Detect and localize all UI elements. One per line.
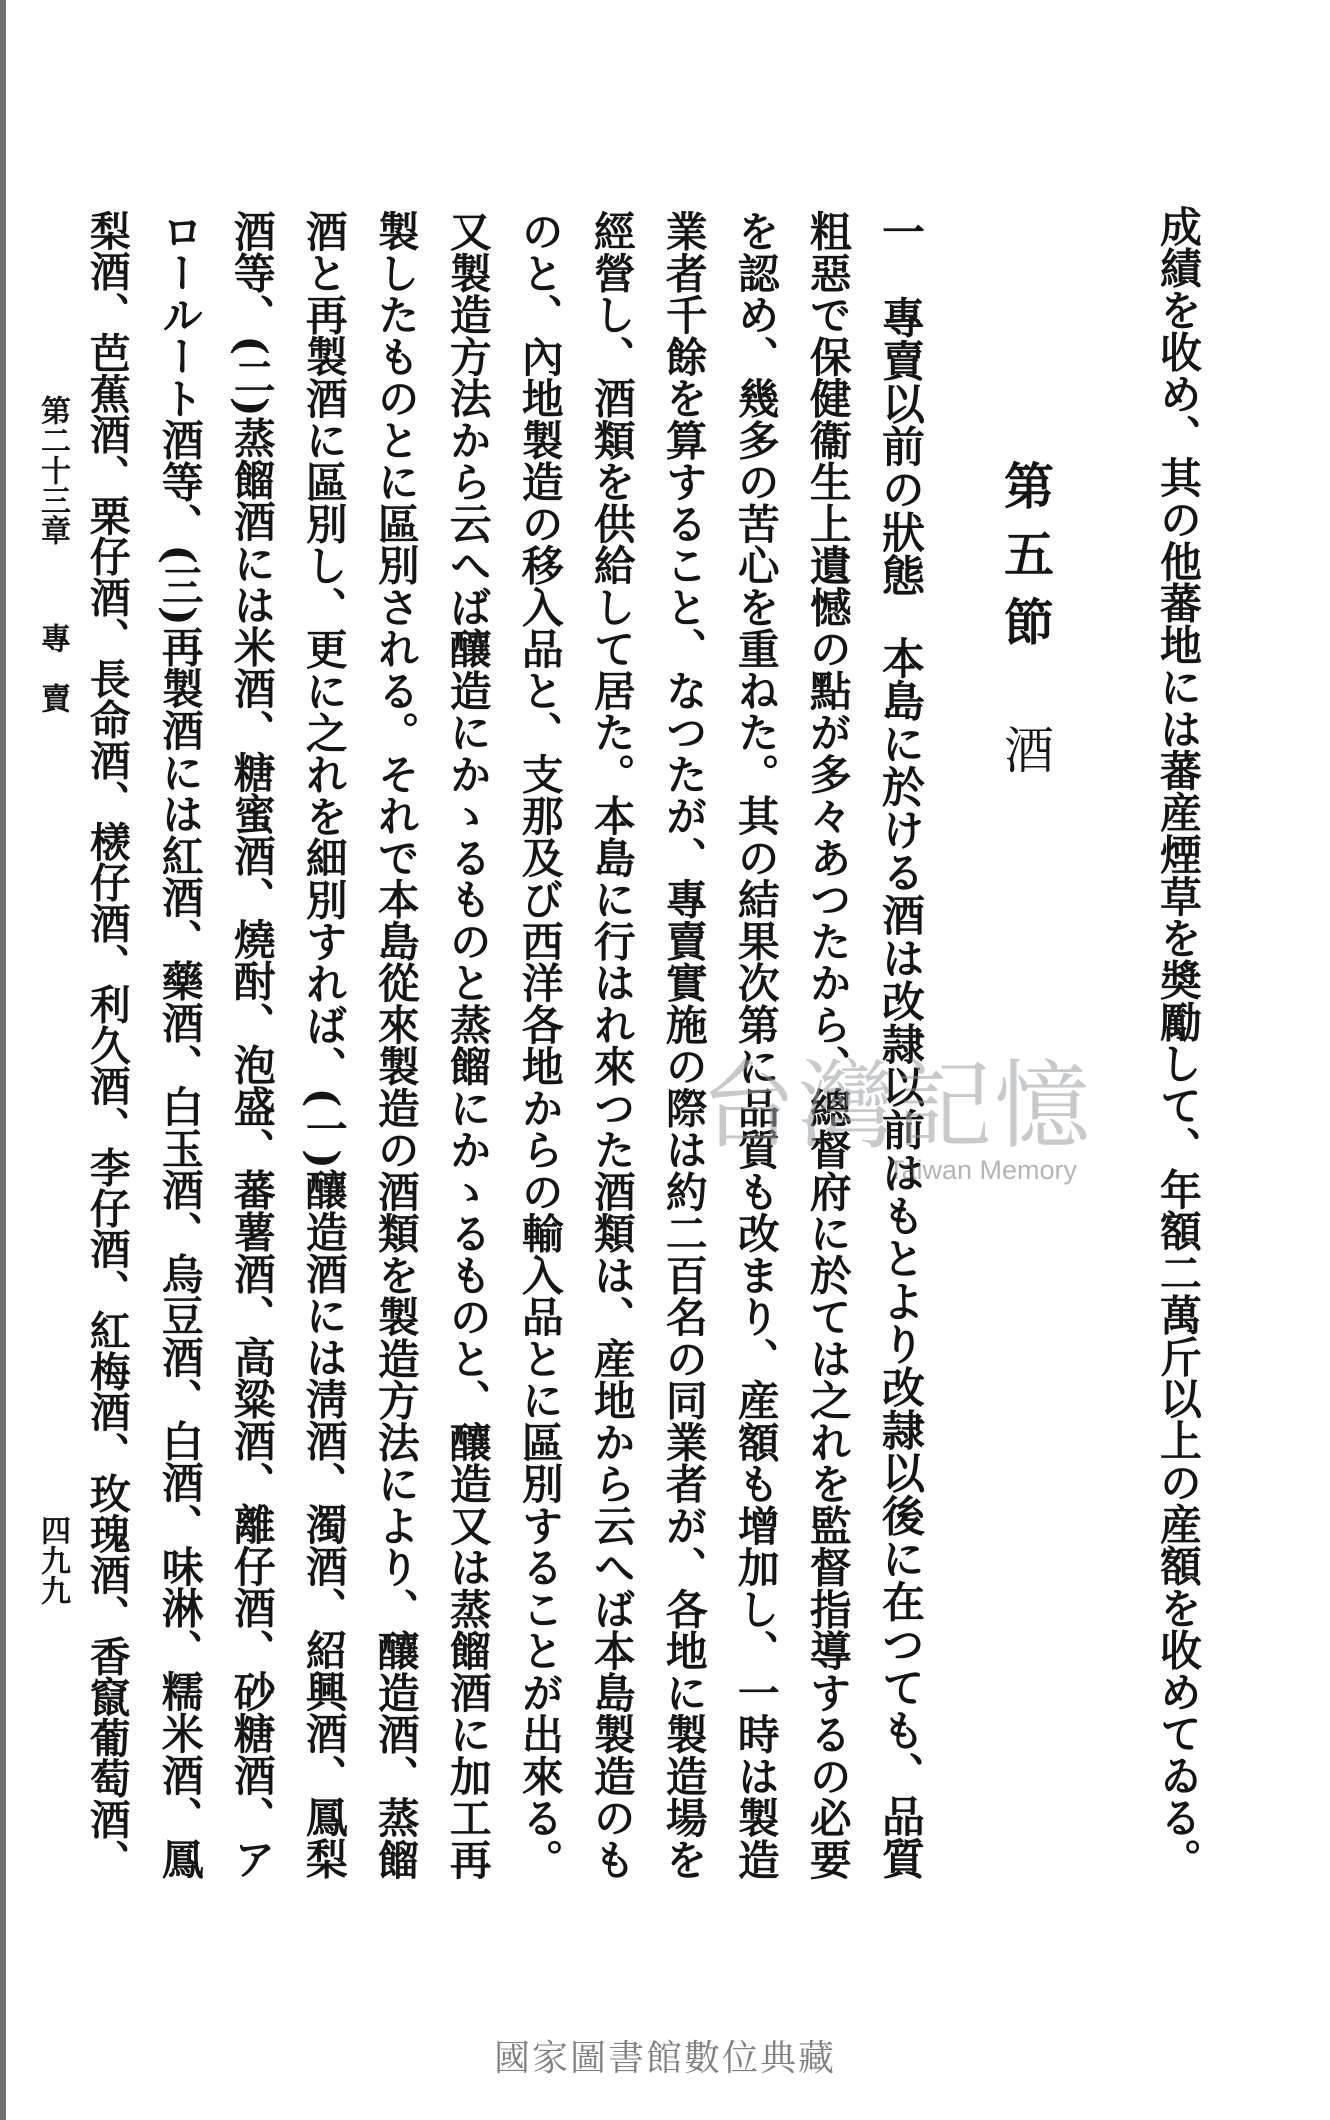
text-column-8: 又製造方法から云へば釀造にかゝるものと蒸餾にかゝるものと、釀造又は蒸餾酒に加工再 xyxy=(442,210,492,1880)
text-column-13: 梨酒、芭蕉酒、栗仔酒、長命酒、檨仔酒、利久酒、李仔酒、紅梅酒、玫瑰酒、香竄葡萄酒、 xyxy=(82,210,131,1880)
watermark-subtitle: Taiwan Memory xyxy=(888,1155,1078,1185)
text-column-9: 製したものとに區別される。それで本島從來製造の酒類を製造方法により、釀造酒、蒸餾 xyxy=(370,210,420,1880)
running-footer xyxy=(30,395,74,713)
page-number: 四九九 xyxy=(35,1515,70,1605)
column-2-text: 本島に於ける酒は改隷以前はもとより改隷以後に在つても、品質 xyxy=(874,636,925,1880)
text-column-4: を認め、幾多の苦心を重ねた。其の結果次第に品質も改まり、産額も增加し、一時は製造 xyxy=(730,210,780,1880)
chapter-topic: 專 賣 xyxy=(35,623,70,713)
text-column-12: ロールート酒等、(三)再製酒には紅酒、藥酒、白玉酒、烏豆酒、白酒、味淋、糯米酒、鳳 xyxy=(154,210,204,1880)
text-column-3: 粗惡で保健衞生上遺憾の點が多々あつたから、總督府に於ては之れを監督指導するの必要 xyxy=(802,210,852,1880)
subsection-heading: 一 專賣以前の狀態 xyxy=(874,210,925,597)
text-column-10: 酒と再製酒に區別し、更に之れを細別すれば、(一)釀造酒には淸酒、濁酒、紹興酒、鳳梨 xyxy=(298,210,348,1880)
watermark-text: 台灣記憶 xyxy=(700,1050,1092,1162)
section-title: 第五節 xyxy=(996,460,1055,664)
scan-edge xyxy=(0,0,6,2120)
taiwan-memory-watermark xyxy=(700,1030,1120,1190)
section-subtitle: 酒 xyxy=(996,724,1054,792)
library-credit: 國家圖書館數位典藏 xyxy=(493,2038,836,2079)
text-column-5: 業者千餘を算すること、なつたが、專賣實施の際は約二百名の同業者が、各地に製造場を xyxy=(658,210,708,1880)
chapter-label: 第二十三章 xyxy=(35,395,70,545)
section-header xyxy=(996,460,1055,792)
text-column-7: のと、內地製造の移入品と、支那及び西洋各地からの輸入品とに區別することが出來る。 xyxy=(514,210,564,1880)
text-column-6: 經營し、酒類を供給して居た。本島に行はれ來つた酒類は、産地から云へば本島製造のも xyxy=(586,210,636,1880)
text-column-11: 酒等、(二)蒸餾酒には米酒、糖蜜酒、燒酎、泡盛、蕃薯酒、高粱酒、離仔酒、砂糖酒、ア xyxy=(226,210,276,1880)
text-column-1: 成績を收め、其の他蕃地には蕃産煙草を奬勵して、年額二萬斤以上の産額を收めてゐる。 xyxy=(1152,205,1202,1880)
